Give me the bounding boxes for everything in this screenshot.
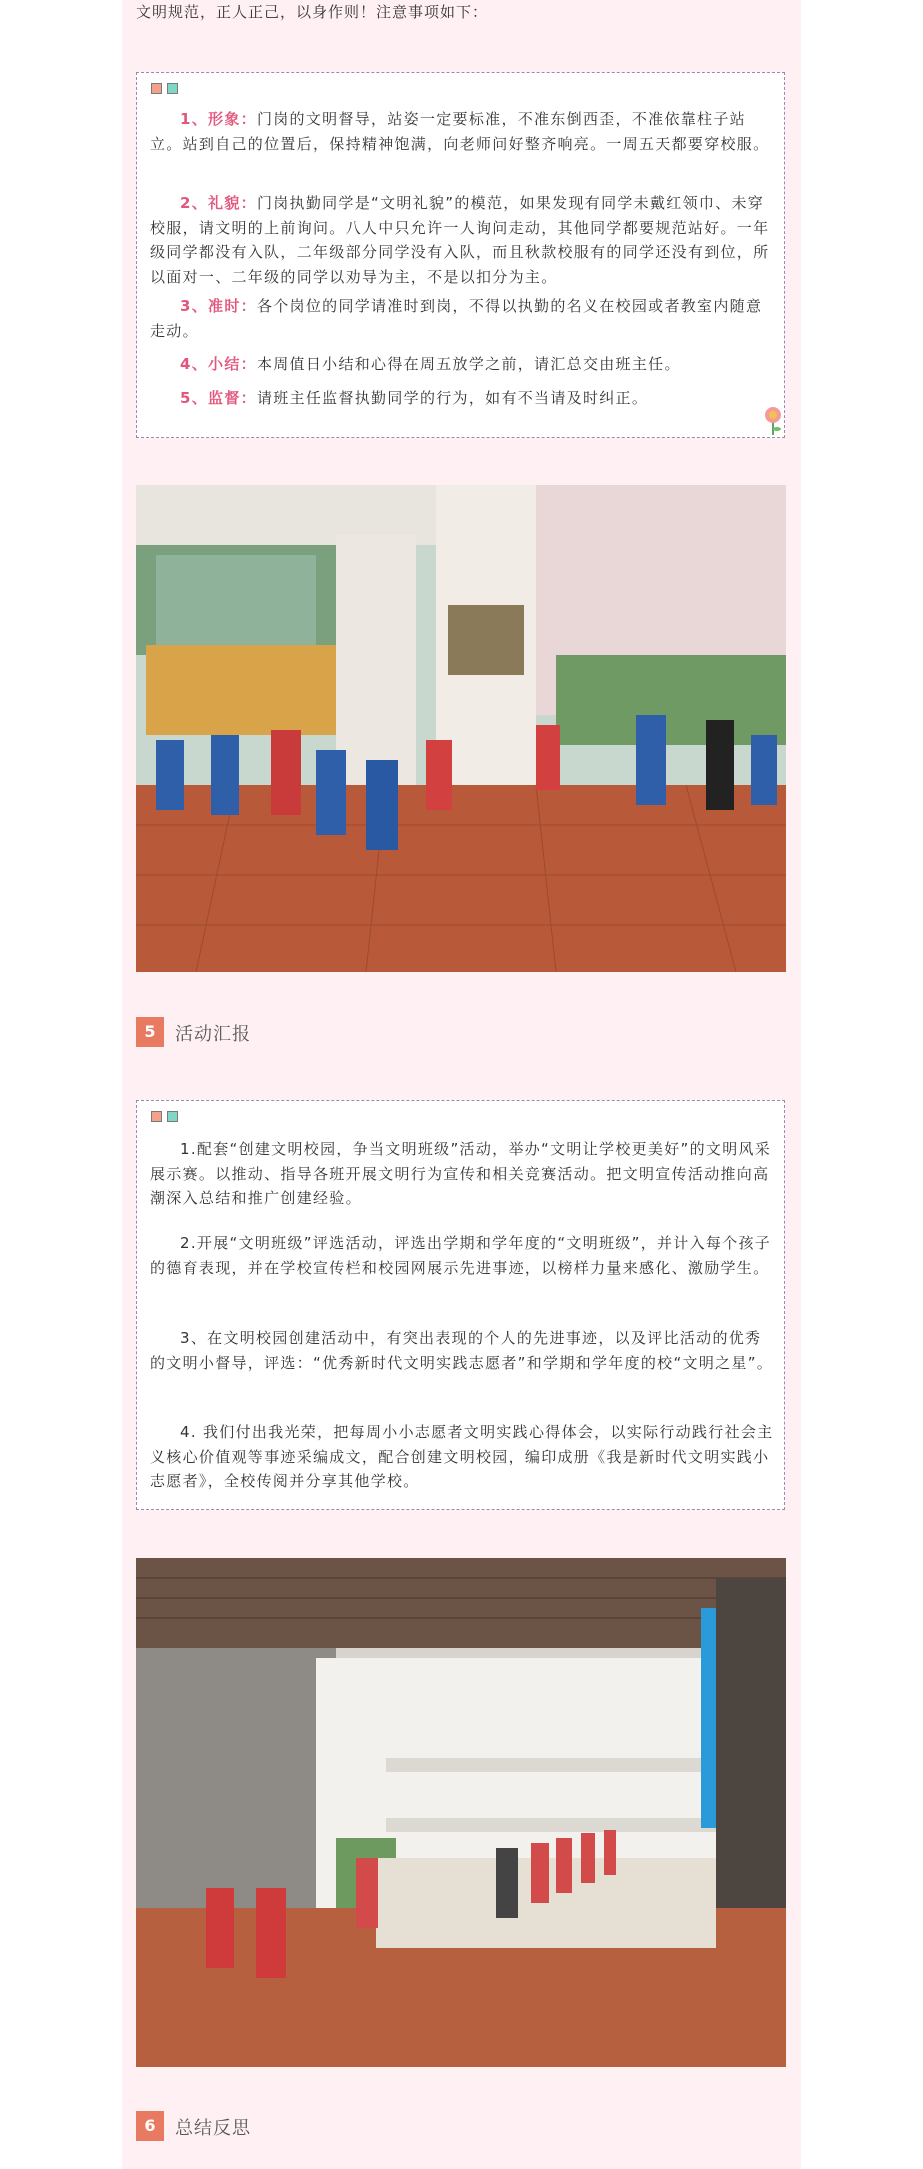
rules-box: [136, 72, 785, 438]
rule-item: [150, 191, 774, 289]
photo-students-courtyard: [136, 1558, 786, 2067]
rule-item: [150, 386, 774, 411]
decor-square-icon: [167, 1111, 178, 1122]
report-paragraph: 3、在文明校园创建活动中，有突出表现的个人的先进事迹，以及评比活动的优秀的文明小督导，评选：“优秀新时代文明实践志愿者”和学期和学年度的校“文明之星”。: [150, 1329, 774, 1372]
rule-item: [150, 294, 774, 343]
rule-text: 门岗的文明督导，站姿一定要标准，不准东倒西歪，不准依靠柱子站立。站到自己的位置后，保持精神饱满，向老师问好整齐响亮。一周五天都要穿校服。: [150, 110, 770, 153]
decor-square-icon: [151, 1111, 162, 1122]
rule-label: 1、形象：: [180, 110, 257, 128]
decor-square-icon: [151, 83, 162, 94]
section-title: 总结反思: [175, 2118, 251, 2139]
rule-label: 3、准时：: [180, 297, 257, 315]
report-paragraph: 2.开展“文明班级”评选活动，评选出学期和学年度的“文明班级”，并计入每个孩子的德育表现，并在学校宣传栏和校园网展示先进事迹，以榜样力量来感化、激励学生。: [150, 1234, 772, 1277]
section-title: 活动汇报: [175, 1024, 251, 1045]
rule-item: [150, 107, 774, 156]
photo-students-corridor: [136, 485, 786, 972]
report-paragraph: 1.配套“创建文明校园，争当文明班级”活动，举办“文明让学校更美好”的文明风采展示赛。以推动、指导各班开展文明行为宣传和相关竞赛活动。把文明宣传活动推向高潮深入总结和推广创建经验。: [150, 1140, 772, 1207]
decor-square-icon: [167, 83, 178, 94]
intro-text: 文明规范，正人正己，以身作则！注意事项如下：: [136, 3, 489, 21]
rule-text: 门岗执勤同学是“文明礼貌”的模范，如果发现有同学未戴红领巾、未穿校服，请文明的上前询问。八人中只允许一人询问走动，其他同学都要规范站好。一年级同学都没有入队，二年级部分同学没有入队，而且秋款校服有的同学还没有到位，所以面对一、二年级的同学以劝导为主，不是以扣分为主。: [150, 194, 770, 286]
rule-label: 4、小结：: [180, 355, 257, 373]
rule-text: 各个岗位的同学请准时到岗，不得以执勤的名义在校园或者教室内随意走动。: [150, 297, 763, 340]
report-paragraph: 4. 我们付出我光荣，把每周小小志愿者文明实践心得体会，以实际行动践行社会主义核心价值观等事迹采编成文，配合创建文明校园，编印成册《我是新时代文明实践小志愿者》，全校传阅并分享其他学校。: [150, 1423, 774, 1490]
rule-item: [150, 352, 774, 377]
rule-text: 请班主任监督执勤同学的行为，如有不当请及时纠正。: [256, 389, 649, 407]
reports-box: [136, 1100, 785, 1510]
rule-label: 5、监督：: [180, 389, 257, 407]
section-number: 5: [136, 1017, 164, 1047]
section-number: 6: [136, 2111, 164, 2141]
rule-text: 本周值日小结和心得在周五放学之前，请汇总交由班主任。: [256, 355, 681, 373]
article-column: [122, 0, 801, 2169]
rule-label: 2、礼貌：: [180, 194, 257, 212]
flower-icon: [762, 405, 784, 435]
